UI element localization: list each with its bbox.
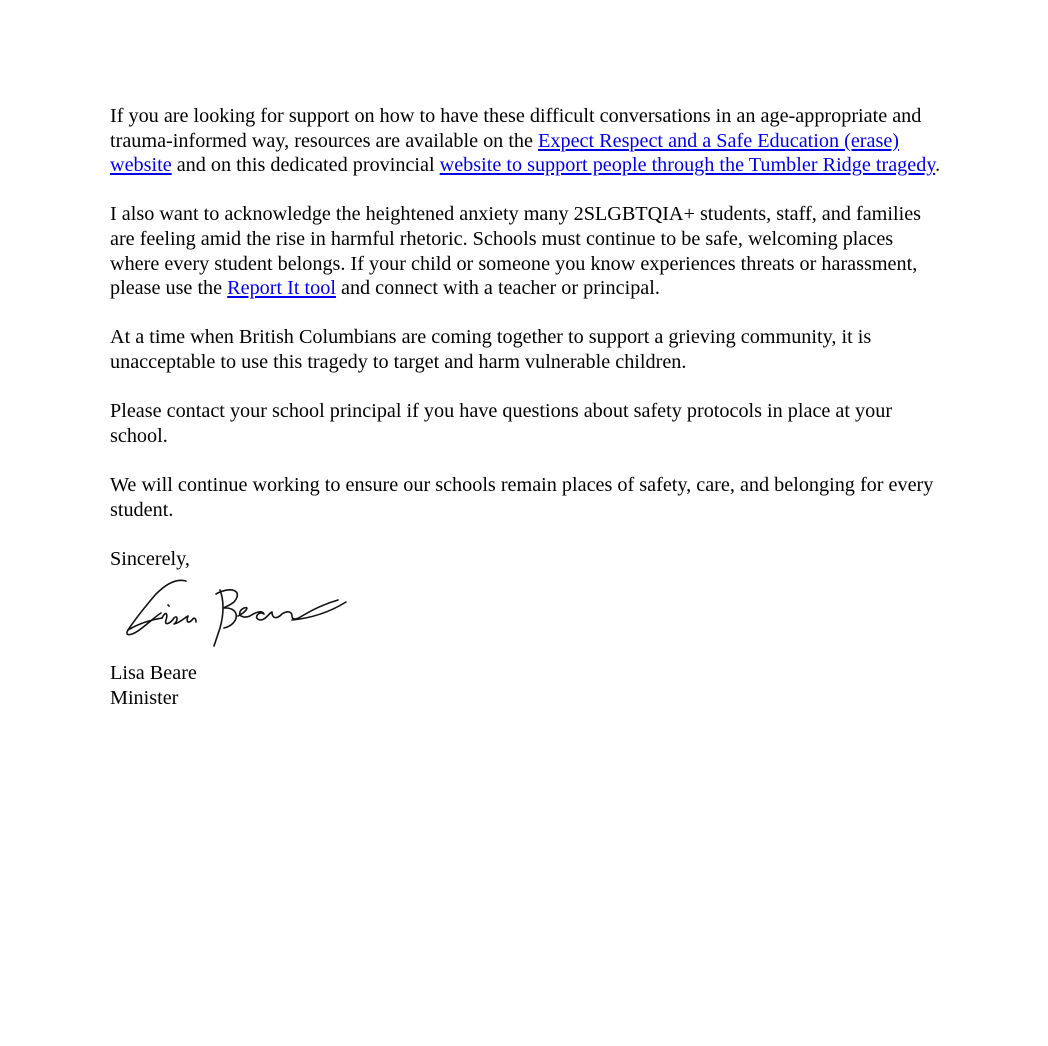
report-it-tool-link[interactable]: Report It tool [227,277,336,300]
paragraph-text: I also want to acknowledge the heightened anxiety many 2SLGBTQIA+ students, staff, and families are feeling amid the rise in harmful rhetoric. Schools must continue to be safe, welcoming places where every student belongs. If your child or someone you know experiences threats or harassment, please use the [110,203,922,300]
paragraph-support-resources [110,104,944,178]
handwritten-signature-icon [116,576,356,651]
tumbler-ridge-support-link[interactable]: website to support people through the Tumbler Ridge tragedy [439,154,936,177]
erase-website-link[interactable]: Expect Respect and a Safe Education (erase) website [110,129,900,177]
signer-name: Lisa Beare [110,662,197,685]
paragraph-community: At a time when British Columbians are coming together to support a grieving community, it is unacceptable to use this tragedy to target and harm vulnerable children. [110,326,872,373]
paragraph-text: If you are looking for support on how to have these difficult conversations in an age-appropriate and trauma-informed way, resources are available on the [110,105,922,152]
paragraph-2slgbtqia-support [110,202,944,300]
signer-block [110,661,944,710]
closing: Sincerely, [110,547,190,570]
paragraph-contact-principal: Please contact your school principal if you have questions about safety protocols in place at your school. [110,400,893,447]
paragraph-commitment: We will continue working to ensure our schools remain places of safety, care, and belonging for every student. [110,473,934,521]
paragraph-text: . [935,154,941,177]
paragraph-text: and connect with a teacher or principal. [335,277,660,300]
letter-body [110,104,944,710]
paragraph-text: and on this dedicated provincial [171,154,440,177]
signer-title: Minister [110,686,179,709]
